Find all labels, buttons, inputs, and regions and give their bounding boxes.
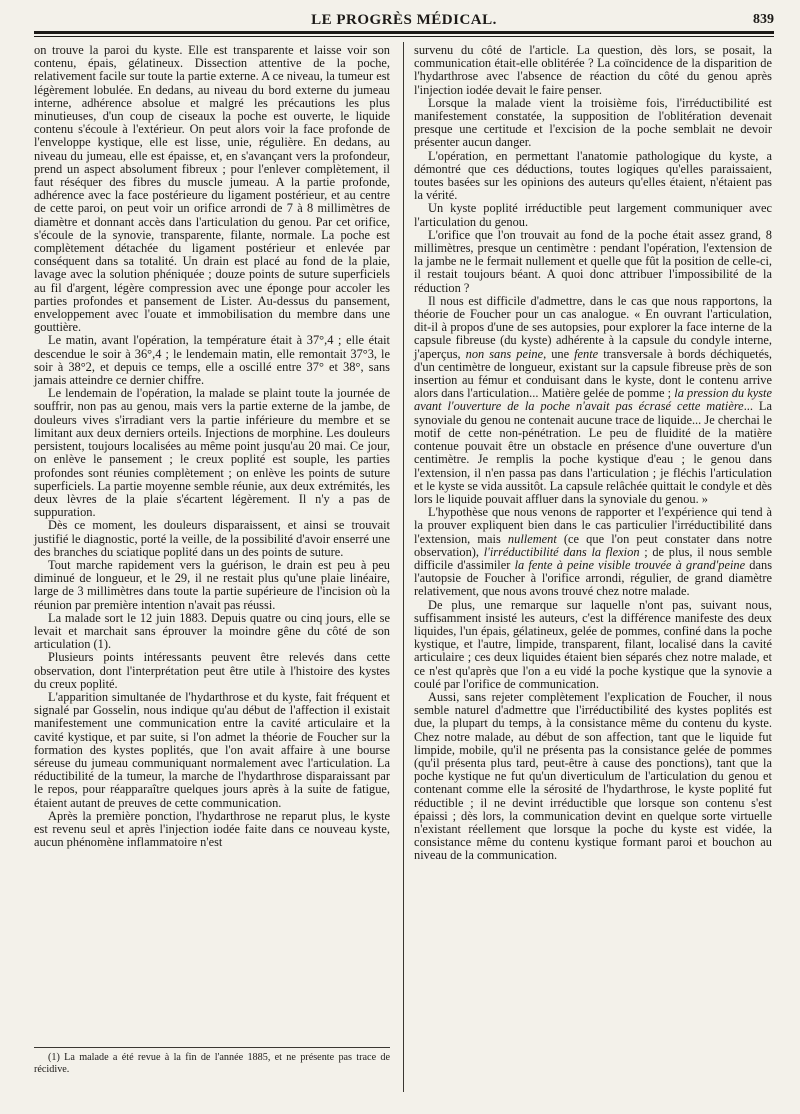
text-run: transversale à bords déchiquetés, d'un centimètre de longueur, existant sur la capsule fibreuse près de son insertion au fémur et conduisant dans le kyste, dont le contenu arrive alors dans l'articulation... Matière gelée de pomme ; (414, 346, 772, 401)
paragraph: on trouve la paroi du kyste. Elle est transparente et laisse voir son contenu, épais, gélatineux. Dissection attentive de la poche, relativement facile sur toute la partie externe. A ce niveau, la tumeur est légèrement lobulée. En dedans, au niveau du bord externe du jumeau interne, adhérence absolue et malgré les précautions les plus minutieuses, d'un coup de ciseaux la poche est ouverte, le liquide contenu s'écoule à l'extérieur. On peut alors voir la face profonde de l'enveloppe kystique, elle est lisse, unie, régulière. En dedans, au niveau du jumeau, elle est épaisse, et, en s'avançant vers la profondeur, prend un aspect absolument fibreux ; pour l'enlever complètement, il faut réséquer des fibres du muscle jumeau. A la partie profonde, adhérence avec la face postérieure du ligament postérieur, et au centre de cette paroi, on peut voir un orifice arrondi de 7 à 8 millimètres de diamètre et donnant accès dans l'articulation du genou. Par cet orifice, s'écoule de la synovie, transparente, filante, normale. La poche est complètement détachée du ligament postérieur et enlevée par conséquent dans sa totalité. Un drain est placé au fond de la plaie, lavage avec la solution phéniquée ; douze points de suture superficiels au fil d'argent, légère compression avec une éponge pour accoler les parties profondes et pansement de Lister. Au-dessus du pansement, enveloppement avec l'ouate et immobilisation du membre dans une gouttière. (34, 43, 390, 335)
italic-run: l'irréductibilité dans la flexion (483, 544, 640, 559)
italic-run: la fente à peine visible trouvée à grand'peine (514, 557, 746, 572)
paragraph-foucher-quote (414, 295, 772, 506)
right-column (414, 44, 772, 863)
italic-run: la pression du kyste avant l'ouverture de la poche n'avait pas écrasé cette matière (414, 386, 773, 414)
header-rule-thick (34, 31, 774, 34)
text-run: , une (543, 346, 575, 361)
text-run: ; de plus, il nous semble difficile d'assimiler (414, 544, 772, 572)
paragraph: De plus, une remarque sur laquelle n'ont pas, suivant nous, suffisamment insisté les auteurs, c'est la différence manifeste des deux liquides, l'un épais, gélatineux, gelée de pommes, confiné dans la poche kystique, et l'autre, limpide, transparent, filant, localisé dans la cavité articulaire ; ces deux liquides étaient bien séparés chez notre malade, et ce n'est qu'après que l'on a eu vidé la poche kystique que la synovie a coulé par l'orifice de communication. (414, 597, 772, 691)
paragraph: Le lendemain de l'opération, la malade se plaint toute la journée de souffrir, non pas au genou, mais vers la partie externe de la jambe, de douleurs vives s'irradiant vers la partie inférieure du membre et se limitant aux deux derniers orteils. Injections de morphine. Les douleurs persistent, toujours localisées au même point jusqu'au 20 mai. Ce jour, on enlève le pansement ; le creux poplité est souple, les parties profondes sont réunies complètement ; on enlève les points de suture superficiels. La partie moyenne semble réunie, aux deux extrémités, les deux lèvres de la plaie s'écartent légèrement. Il n'y a pas de suppuration. (34, 386, 390, 520)
journal-title: LE PROGRÈS MÉDICAL. (311, 12, 497, 28)
paragraph: L'orifice que l'on trouvait au fond de la poche était assez grand, 8 millimètres, presque un centimètre : pendant l'opération, l'extension de la jambe ne le fermait nullement et quelle que fût la position de celle-ci, il restait toujours béant. A quoi donc attribuer l'impossibilité de la réduction ? (414, 227, 772, 295)
text-run: (ce que l'on peut constater dans notre observation), (414, 531, 772, 559)
paragraph: Plusieurs points intéressants peuvent être relevés dans cette observation, dont l'interprétation peut être utile à l'histoire des kystes du creux poplité. (34, 650, 390, 691)
text-run: ... La synoviale du genou ne contenait aucune trace de liquide... Je cherchai le motif de cette non-pénétration. Le peu de fluidité de la matière contenue pouvait être un obstacle en présence d'une ouverture d'un centimètre. Je remplis la poche kystique d'eau ; le genou dans l'extension, il n'en passa pas dans l'articulation ; je fléchis l'articulation et le kyste se vida aussitôt. La capsule relâchée quittait le condyle et dès lors le liquide pouvait affluer dans la synoviale du genou. » (414, 399, 772, 506)
paragraph: L'opération, en permettant l'anatomie pathologique du kyste, a démontré que ces déductions, toutes logiques qu'elles paraissaient, toutes basées sur les opinions des auteurs qu'elles étaient, n'étaient pas la vérité. (414, 148, 772, 203)
footnote: (1) La malade a été revue à la fin de l'année 1885, et ne présente pas trace de récidive. (34, 1052, 390, 1075)
paragraph: Un kyste poplité irréductible peut largement communiquer avec l'articulation du genou. (414, 201, 772, 229)
column-divider (403, 42, 404, 1092)
paragraph: L'apparition simultanée de l'hydarthrose et du kyste, fait fréquent et signalé par Gosselin, nous indique qu'au début de l'affection il existait manifestement une communication entre la cavité articulaire et la cavité kystique, et par suite, si l'on admet la théorie de Foucher sur la formation des kystes poplités, que l'on avait affaire à une bourse séreuse du jumeau communiquant normalement avec l'articulation. La réductibilité de la tumeur, la marche de l'hydarthrose disparaissant par le repos, pour réapparaître quelques jours après à la suite de fatigue, étaient autant de preuves de cette communication. (34, 689, 390, 810)
header-rule-thin (34, 36, 774, 37)
left-column (34, 44, 390, 849)
paragraph: Après la première ponction, l'hydarthrose ne reparut plus, le kyste est revenu seul et après l'injection iodée faite dans ce nouveau kyste, aucun phénomène inflammatoire n'est (34, 808, 390, 850)
paragraph: Le matin, avant l'opération, la température était à 37°,4 ; elle était descendue le soir à 36°,4 ; le lendemain matin, elle remontait 37°3, le soir à 38°2, et depuis ce temps, elle a oscillé entre 37° et 38°, sans jamais atteindre ce dernier chiffre. (34, 333, 390, 388)
paragraph: La malade sort le 12 juin 1883. Depuis quatre ou cinq jours, elle se levait et marchait sans éprouver la moindre gêne du côté de son articulation (1). (34, 610, 390, 652)
paragraph: survenu du côté de l'article. La question, dès lors, se posait, la communication était-elle oblitérée ? La coïncidence de la disparition de l'hydarthrose avec l'absence de réaction du côté du genou après l'injection iodée devait le faire penser. (414, 43, 772, 97)
text-run: L'hypothèse que nous venons de rapporter et l'expérience qui tend à la prouver expliquent bien dans le cas particulier l'irréductibilité dans l'extension, mais (414, 505, 772, 546)
italic-run: nullement (507, 531, 557, 546)
text-run: Il nous est difficile d'admettre, dans le cas que nous rapportons, la théorie de Foucher pour un cas analogue. « En ouvrant l'articulation, dit-il à propos d'une de ses autopsies, pour explorer la face interne de la capsule fibreuse (du kyste) adhérente à la capsule du condyle interne, j'aperçus, (414, 293, 772, 361)
text-run: dans l'autopsie de Foucher à l'orifice arrondi, régulier, de grand diamètre relativement, que nous avons trouvé chez notre malade. (414, 557, 773, 599)
paragraph: Tout marche rapidement vers la guérison, le drain est peu à peu diminué de longueur, et le 29, il ne restait plus qu'une plaie linéaire, large de 3 millimètres dans toute la partie supérieure de l'incision où la réunion par première intention n'avait pas réussi. (34, 557, 390, 612)
footnote-rule (34, 1047, 390, 1048)
page-number: 839 (753, 12, 774, 27)
italic-run: fente (574, 346, 599, 361)
paragraph: Lorsque la malade vient la troisième fois, l'irréductibilité est manifestement constatée, la supposition de l'oblitération devenait presque une certitude et l'excision de la poche semblait ne devoir présenter aucun danger. (414, 95, 772, 150)
italic-run: non sans peine (465, 346, 544, 361)
paragraph (414, 506, 772, 598)
paragraph: Aussi, sans rejeter complètement l'explication de Foucher, il nous semble naturel d'admettre que l'irréductibilité des kystes poplités est due, la plupart du temps, à la consistance même du contenu du kyste. Chez notre malade, au début de son affection, tant que le liquide fut limpide, mobile, qu'il ne présenta pas la consistance gelée de pommes (qu'il présenta plus tard, peut-être à cause des ponctions), tant que la poche kystique ne fut qu'un diverticulum de l'articulation du genou et contenant comme elle la sérosité de l'hydarthrose, le kyste poplité fut réductible ; il ne devint irréductible que lorsque son contenu s'est épaissi ; dès lors, la communication devint en quelque sorte virtuelle n'existant réellement que lorsque la poche du kyste est vidée, la consistance même du contenu kystique formant paroi et bouchon au niveau de la communication. (414, 689, 772, 863)
paragraph: Dès ce moment, les douleurs disparaissent, et ainsi se trouvait justifié le diagnostic, porté la veille, de la possibilité d'avoir enserré une des branches du sciatique poplité dans un des points de suture. (34, 518, 390, 559)
